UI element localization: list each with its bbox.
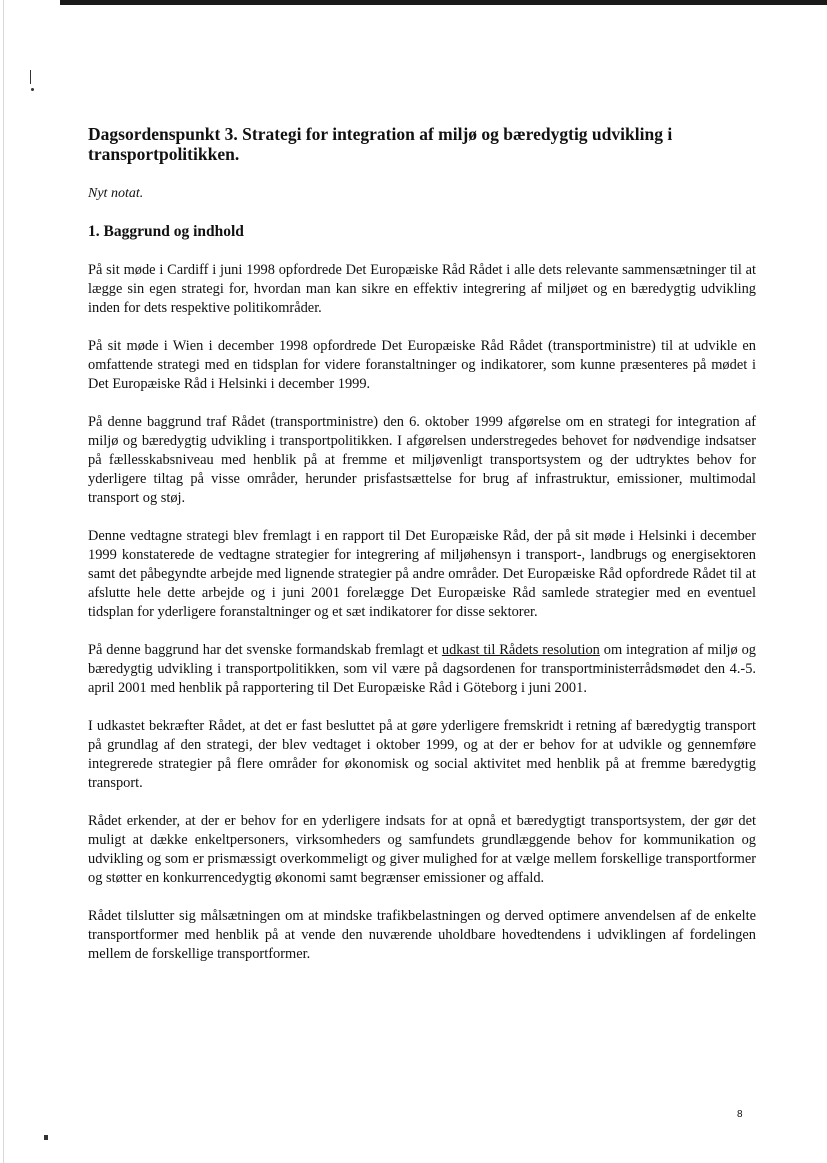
paragraph-swedish-presidency — [88, 641, 756, 698]
document-content — [88, 124, 756, 983]
resolution-draft-link[interactable]: udkast til Rådets resolution — [441, 642, 600, 658]
paragraph-wien: På sit møde i Wien i december 1998 opfordrede Det Europæiske Råd Rådet (transportministre) til at udvikle en omfattende strategi med en tidsplan for videre foranstaltninger og indikatorer, som kunne præsenteres på mødet i Det Europæiske Råd i Helsinki i december 1999. — [88, 338, 756, 392]
paragraph-helsinki-report: Denne vedtagne strategi blev fremlagt i en rapport til Det Europæiske Råd, der på sit møde i Helsinki i december 1999 konstaterede de vedtagne strategier for integrering af miljøhensyn i transport-, landbrugs og energisektoren samt det påbegyndte arbejde med lignende strategier på andre områder. Det Europæiske Råd opfordrede Rådet til at afslutte hele dette arbejde og i juni 2001 forelægge Det Europæiske Råd samlede strategier med en eventuel tidsplan for yderligere foranstaltninger og et sæt indikatorer for disse sektorer. — [88, 528, 756, 620]
scan-mark — [44, 1135, 48, 1140]
paragraph-text: om integration af miljø og bæredygtig udvikling i transportpolitikken, som vil være på dagsordenen for transportministerrådsmødet den 4.-5. april 2001 med henblik på rapportering til Det Europæiske Råd i Göteborg i juni 2001. — [88, 642, 756, 696]
left-page-edge — [3, 0, 4, 1163]
scan-mark — [31, 88, 34, 91]
agenda-title: Dagsordenspunkt 3. Strategi for integration af miljø og bæredygtig udvikling i transportpolitikken. — [88, 124, 673, 164]
section-heading: 1. Baggrund og indhold — [88, 223, 244, 240]
paragraph-strategy-decision: På denne baggrund traf Rådet (transportministre) den 6. oktober 1999 afgørelse om en strategi for integration af miljø og bæredygtig udvikling i transportpolitikken. I afgørelsen understregedes behovet for nødvendige indsatser på fællesskabsniveau med henblik på at fremme et miljøvenligt transportsystem og der udtryktes behov for yderligere tiltag på visse områder, herunder prisfastsættelse for brug af infrastruktur, emissioner, multimodal transport og støj. — [88, 414, 756, 506]
top-border-rule — [60, 0, 827, 5]
paragraph-cardiff: På sit møde i Cardiff i juni 1998 opfordrede Det Europæiske Råd Rådet i alle dets relevante sammensætninger til at lægge sin egen strategi for, hvordan man kan sikre en effektiv integrering af miljøet og en bæredygtig udvikling inden for dets respektive politikområder. — [88, 262, 756, 316]
paragraph-text: På denne baggrund har det svenske formandskab fremlagt et — [88, 642, 442, 658]
note-subtitle: Nyt notat. — [88, 186, 144, 201]
scan-mark — [30, 70, 31, 84]
page-number: 8 — [737, 1109, 743, 1120]
paragraph-draft-confirms: I udkastet bekræfter Rådet, at det er fast besluttet på at gøre yderligere fremskridt i retning af bæredygtig transport på grundlag af den strategi, der blev vedtaget i oktober 1999, og at der er behov for at udvikle og gennemføre integrerede strategier på flere områder for økonomisk og social aktivitet med henblik på at fremme bæredygtig transport. — [88, 718, 756, 791]
paragraph-council-recognizes: Rådet erkender, at der er behov for en yderligere indsats for at opnå et bæredygtigt transportsystem, der gør det muligt at dække enkeltpersoners, virksomheders og samfundets grundlæggende behov for kommunikation og udvikling og som er prismæssigt overkommeligt og giver mulighed for at vælge mellem forskellige transportformer og støtter en konkurrencedygtig økonomi samt begrænser emissioner og affald. — [88, 813, 756, 886]
paragraph-council-endorses: Rådet tilslutter sig målsætningen om at mindske trafikbelastningen og derved optimere anvendelsen af de enkelte transportformer med henblik på at vende den nuværende uholdbare hovedtendens i udviklingen af fordelingen mellem de forskellige transportformer. — [88, 908, 756, 962]
